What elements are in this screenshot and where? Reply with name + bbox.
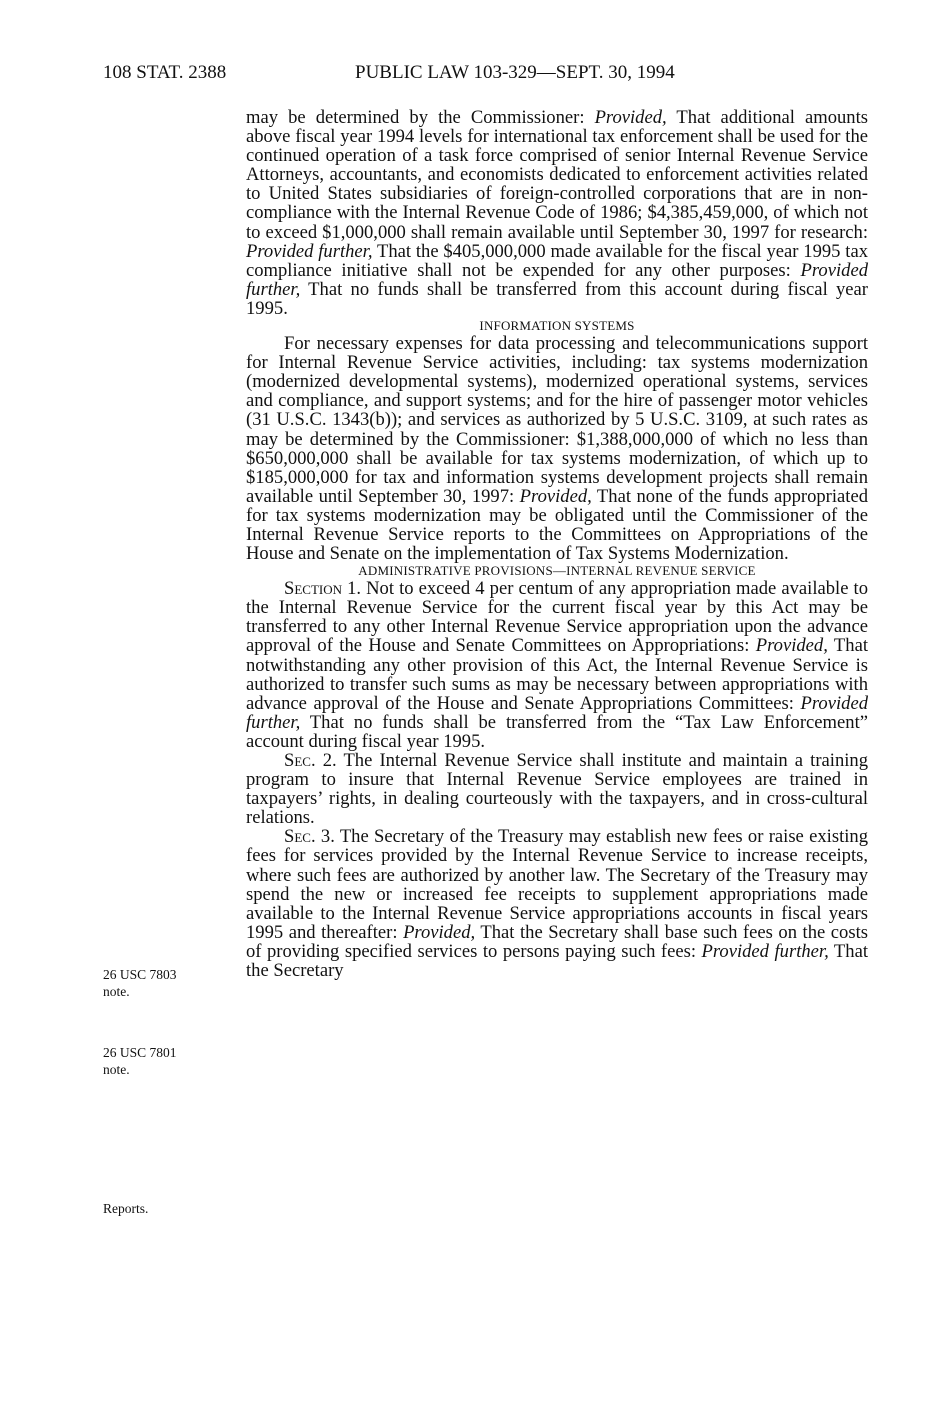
section-number: 1.	[342, 578, 362, 600]
margin-note-label: Reports.	[103, 1201, 149, 1216]
proviso-italic: Provided,	[519, 485, 592, 507]
section-heading-information-systems: INFORMATION SYSTEMS	[479, 318, 635, 334]
proviso-italic: Provided further,	[246, 692, 868, 733]
text-run: may be determined by the Commissioner:	[246, 107, 595, 128]
section-number: . 2.	[310, 750, 337, 771]
text-run: That the Secretary	[246, 940, 869, 982]
section-heading-administrative-provisions: ADMINISTRATIVE PROVISIONS—INTERNAL REVENUE SERVICE	[358, 563, 756, 579]
text-run: That notwithstanding any other provision of this Act, the Internal Revenue Service is authorized to transfer such sums as may be necessary between appropriations with advance approval of the House and Senate Appropriations Committees:	[246, 635, 869, 714]
margin-note-usc-7801	[103, 1044, 223, 1078]
text-run: That no funds shall be transferred from the “Tax Law Enforcement” account during fiscal year 1995.	[246, 711, 868, 752]
paragraph-section-1	[246, 579, 868, 751]
proviso-italic: Provided,	[594, 107, 667, 128]
section-label: Sec	[284, 826, 311, 848]
paragraph-section-3	[246, 827, 868, 980]
paragraph-tax-enforcement	[246, 108, 868, 318]
proviso-italic: Provided,	[403, 921, 476, 943]
section-label: Section	[284, 578, 342, 600]
text-run: For necessary expenses for data processing and telecommunications support for Internal Revenue Service activities, including: tax systems modernization (modernized developmental systems), modernized operational systems, services and compliance, and support systems; and for the hire of passenger motor vehicles (31 U.S.C. 1343(b)); and services as authorized by 5 U.S.C. 3109, at such rates as may be determined by the Commissioner: $1,388,000,000 of which no less than $650,000,000 shall be available for tax systems modernization, of which up to $185,000,000 for tax and information systems development projects shall remain available until September 30, 1997:	[246, 333, 868, 507]
text-run: That none of the funds appropriated for tax systems modernization may be obligated until the Commissioner of the Internal Revenue Service reports to the Committees on Appropriations of the House and Senate on the implementation of Tax Systems Modernization.	[246, 485, 868, 565]
margin-note-label: note.	[103, 984, 130, 999]
paragraph-section-2	[246, 751, 868, 827]
text-run: Not to exceed 4 per centum of any appropriation made available to the Internal Revenue Service for the current fiscal year by this Act may be transferred to any other Internal Revenue Service appropriation upon the advance approval of the House and Senate Committees on Appropriations:	[246, 578, 869, 657]
proviso-italic: Provided further,	[246, 259, 868, 300]
margin-note-citation: 26 USC 7803	[103, 967, 177, 982]
text-run: That the Secretary shall base such fees on the costs of providing specified services to persons paying such fees:	[246, 921, 868, 962]
proviso-italic: Provided further,	[246, 240, 373, 262]
margin-note-citation: 26 USC 7801	[103, 1045, 177, 1060]
text-run: The Internal Revenue Service shall institute and maintain a training program to insure that Internal Revenue Service employees are trained in taxpayers’ rights, in dealing courteously with the taxpayers, and in cross-cultural relations.	[246, 750, 869, 829]
public-law-title: PUBLIC LAW 103-329—SEPT. 30, 1994	[355, 62, 675, 83]
text-run: The Secretary of the Treasury may establish new fees or raise existing fees for services provided by the Internal Revenue Service to increase receipts, where such fees are authorized by another law. The Secretary of the Treasury may spend the new or increased fee receipts to supplement appropriations made available to the Internal Revenue Service appropriations accounts in fiscal years 1995 and thereafter:	[246, 826, 868, 943]
text-run: That no funds shall be transferred from this account during fiscal year 1995.	[246, 278, 868, 319]
margin-note-reports	[103, 1200, 223, 1217]
margin-note-label: note.	[103, 1062, 130, 1077]
paragraph-information-systems	[246, 334, 868, 563]
margin-note-usc-7803	[103, 966, 223, 1000]
text-run: That the $405,000,000 made available for the fiscal year 1995 tax compliance initiative shall not be expended for any other purposes:	[246, 240, 868, 281]
proviso-italic: Provided,	[755, 635, 828, 657]
statute-page-number: 108 STAT. 2388	[103, 62, 227, 83]
text-run: That additional amounts above fiscal year 1994 levels for international tax enforcement shall be used for the continued operation of a task force comprised of senior Internal Revenue Service Attorneys, accountants, and economists dedicated to enforcement activities related to United States subsidiaries of foreign-controlled corporations that are in non-compliance with the Internal Revenue Code of 1986; $4,385,459,000, of which not to exceed $1,000,000 shall remain available until September 30, 1997 for research:	[246, 107, 868, 243]
proviso-italic: Provided further,	[701, 940, 829, 962]
section-label: Sec	[284, 750, 311, 771]
section-number: . 3.	[310, 826, 335, 848]
page-header	[103, 62, 863, 86]
main-text-column	[246, 108, 868, 980]
